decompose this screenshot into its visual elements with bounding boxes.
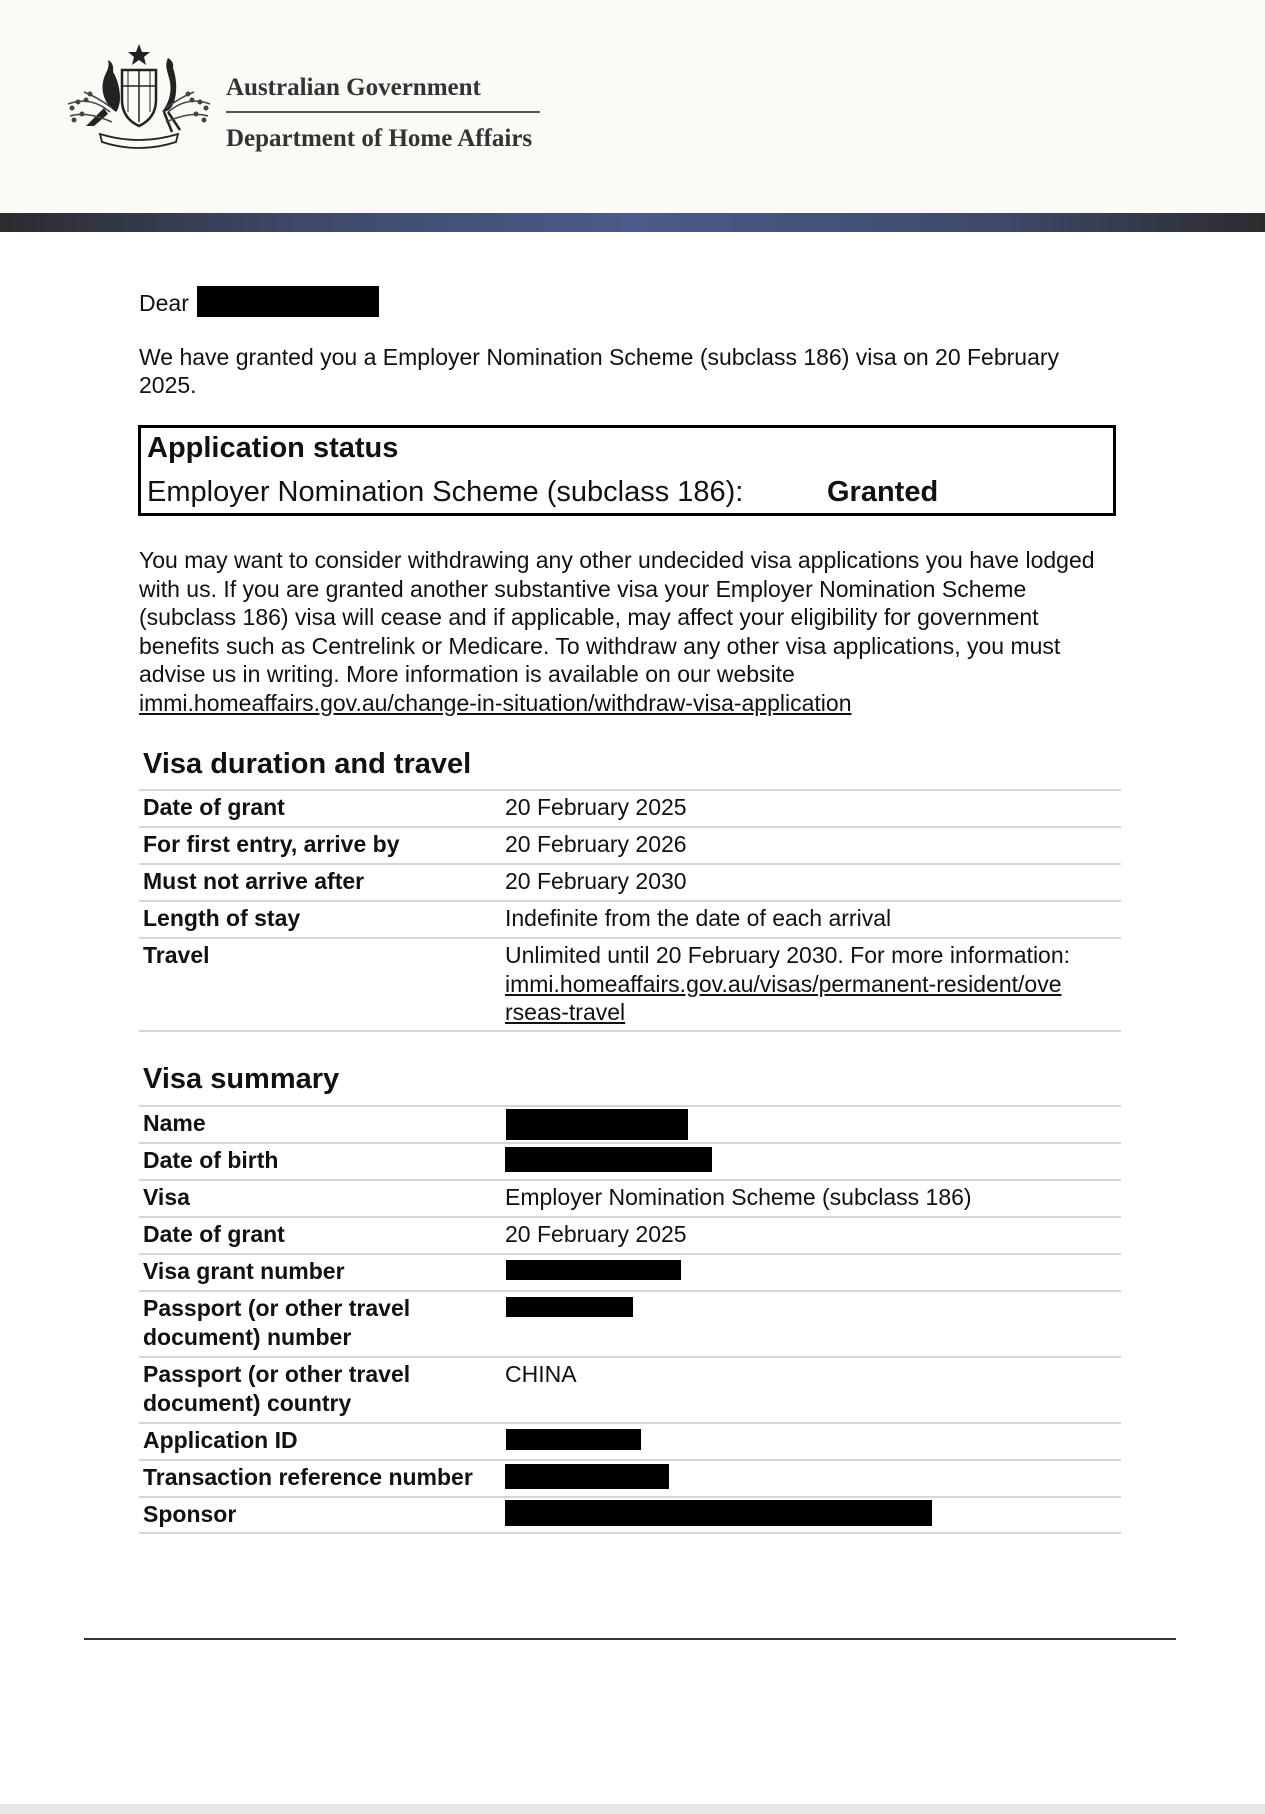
row-value: Employer Nomination Scheme (subclass 186) xyxy=(505,1184,972,1210)
application-status-value: Granted xyxy=(827,476,939,508)
letterhead-divider xyxy=(226,111,540,113)
row-value: 20 February 2025 xyxy=(505,1221,687,1247)
row-value xyxy=(505,941,1115,1027)
table-row xyxy=(139,1253,1121,1290)
row-value: Indefinite from the date of each arrival xyxy=(505,905,892,931)
redacted-application-id xyxy=(506,1429,641,1450)
header-band xyxy=(0,213,1265,232)
redacted-recipient-name xyxy=(197,286,379,317)
table-row xyxy=(139,1496,1121,1534)
table-row xyxy=(139,1459,1121,1496)
row-label: Transaction reference number xyxy=(143,1464,473,1490)
row-label: Date of grant xyxy=(143,1221,285,1247)
row-label: Visa xyxy=(143,1184,190,1210)
application-status-title: Application status xyxy=(147,432,399,464)
withdraw-notice-text: You may want to consider withdrawing any other undecided visa applications you have lodged with us. If you are granted another substantive visa your Employer Nomination Scheme (subclass 186) visa will cease and if applicable, may affect your eligibility for government benefits such as Centrelink or Medicare. To withdraw any other visa applications, you must advise us in writing. More information is available on our website xyxy=(139,547,1095,687)
salutation xyxy=(139,290,189,317)
table-row xyxy=(139,826,1121,863)
grant-intro: We have granted you a Employer Nomination Scheme (subclass 186) visa on 20 February 2025. xyxy=(139,344,1060,398)
redacted-sponsor xyxy=(505,1500,932,1526)
row-label: Length of stay xyxy=(143,905,301,931)
row-value: CHINA xyxy=(505,1361,577,1387)
table-row xyxy=(139,1179,1121,1216)
table-row xyxy=(139,789,1121,826)
row-label: Travel xyxy=(143,942,210,968)
page-bottom-edge xyxy=(0,1804,1265,1814)
row-label: Date of grant xyxy=(143,794,285,820)
table-row xyxy=(139,1290,1121,1356)
department-name: Department of Home Affairs xyxy=(226,125,533,152)
row-label: Application ID xyxy=(143,1427,298,1453)
row-label: For first entry, arrive by xyxy=(143,831,400,857)
visa-summary-title: Visa summary xyxy=(143,1063,340,1095)
table-row xyxy=(139,1105,1121,1142)
row-value: 20 February 2025 xyxy=(505,794,687,820)
application-status-box xyxy=(138,425,1116,516)
row-label: Must not arrive after xyxy=(143,868,365,894)
government-name: Australian Government xyxy=(226,74,481,101)
visa-duration-title: Visa duration and travel xyxy=(143,748,472,780)
row-label: Passport (or other travel document) country xyxy=(143,1361,411,1416)
redacted-passport-number xyxy=(506,1297,633,1317)
salutation-text: Dear xyxy=(139,290,189,316)
visa-duration-table xyxy=(139,789,1121,1032)
table-row xyxy=(139,1142,1121,1179)
redacted-transaction-reference xyxy=(505,1464,669,1489)
withdraw-application-link[interactable]: immi.homeaffairs.gov.au/change-in-situation/withdraw-visa-application xyxy=(139,689,852,716)
row-label: Sponsor xyxy=(143,1501,237,1527)
table-row xyxy=(139,1216,1121,1253)
overseas-travel-link[interactable]: immi.homeaffairs.gov.au/visas/permanent-resident/overseas-travel xyxy=(505,970,1062,1025)
withdraw-notice xyxy=(139,546,1099,717)
letterhead xyxy=(0,0,1265,213)
table-row xyxy=(139,937,1121,1032)
row-label: Passport (or other travel document) number xyxy=(143,1295,411,1350)
redacted-date-of-birth xyxy=(505,1147,712,1172)
coat-of-arms-icon xyxy=(64,42,214,157)
travel-text: Unlimited until 20 February 2030. For more information: xyxy=(505,942,1071,968)
table-row xyxy=(139,1356,1121,1422)
row-value: 20 February 2026 xyxy=(505,831,687,857)
visa-summary-table xyxy=(139,1105,1121,1534)
table-row xyxy=(139,900,1121,937)
application-status-label: Employer Nomination Scheme (subclass 186): xyxy=(147,476,744,508)
row-label: Visa grant number xyxy=(143,1258,345,1284)
table-row xyxy=(139,1422,1121,1459)
row-label: Date of birth xyxy=(143,1147,279,1173)
footer-divider xyxy=(84,1638,1176,1640)
redacted-visa-grant-number xyxy=(506,1260,681,1280)
row-label: Name xyxy=(143,1110,206,1136)
table-row xyxy=(139,863,1121,900)
row-value: 20 February 2030 xyxy=(505,868,687,894)
redacted-name xyxy=(506,1109,688,1140)
